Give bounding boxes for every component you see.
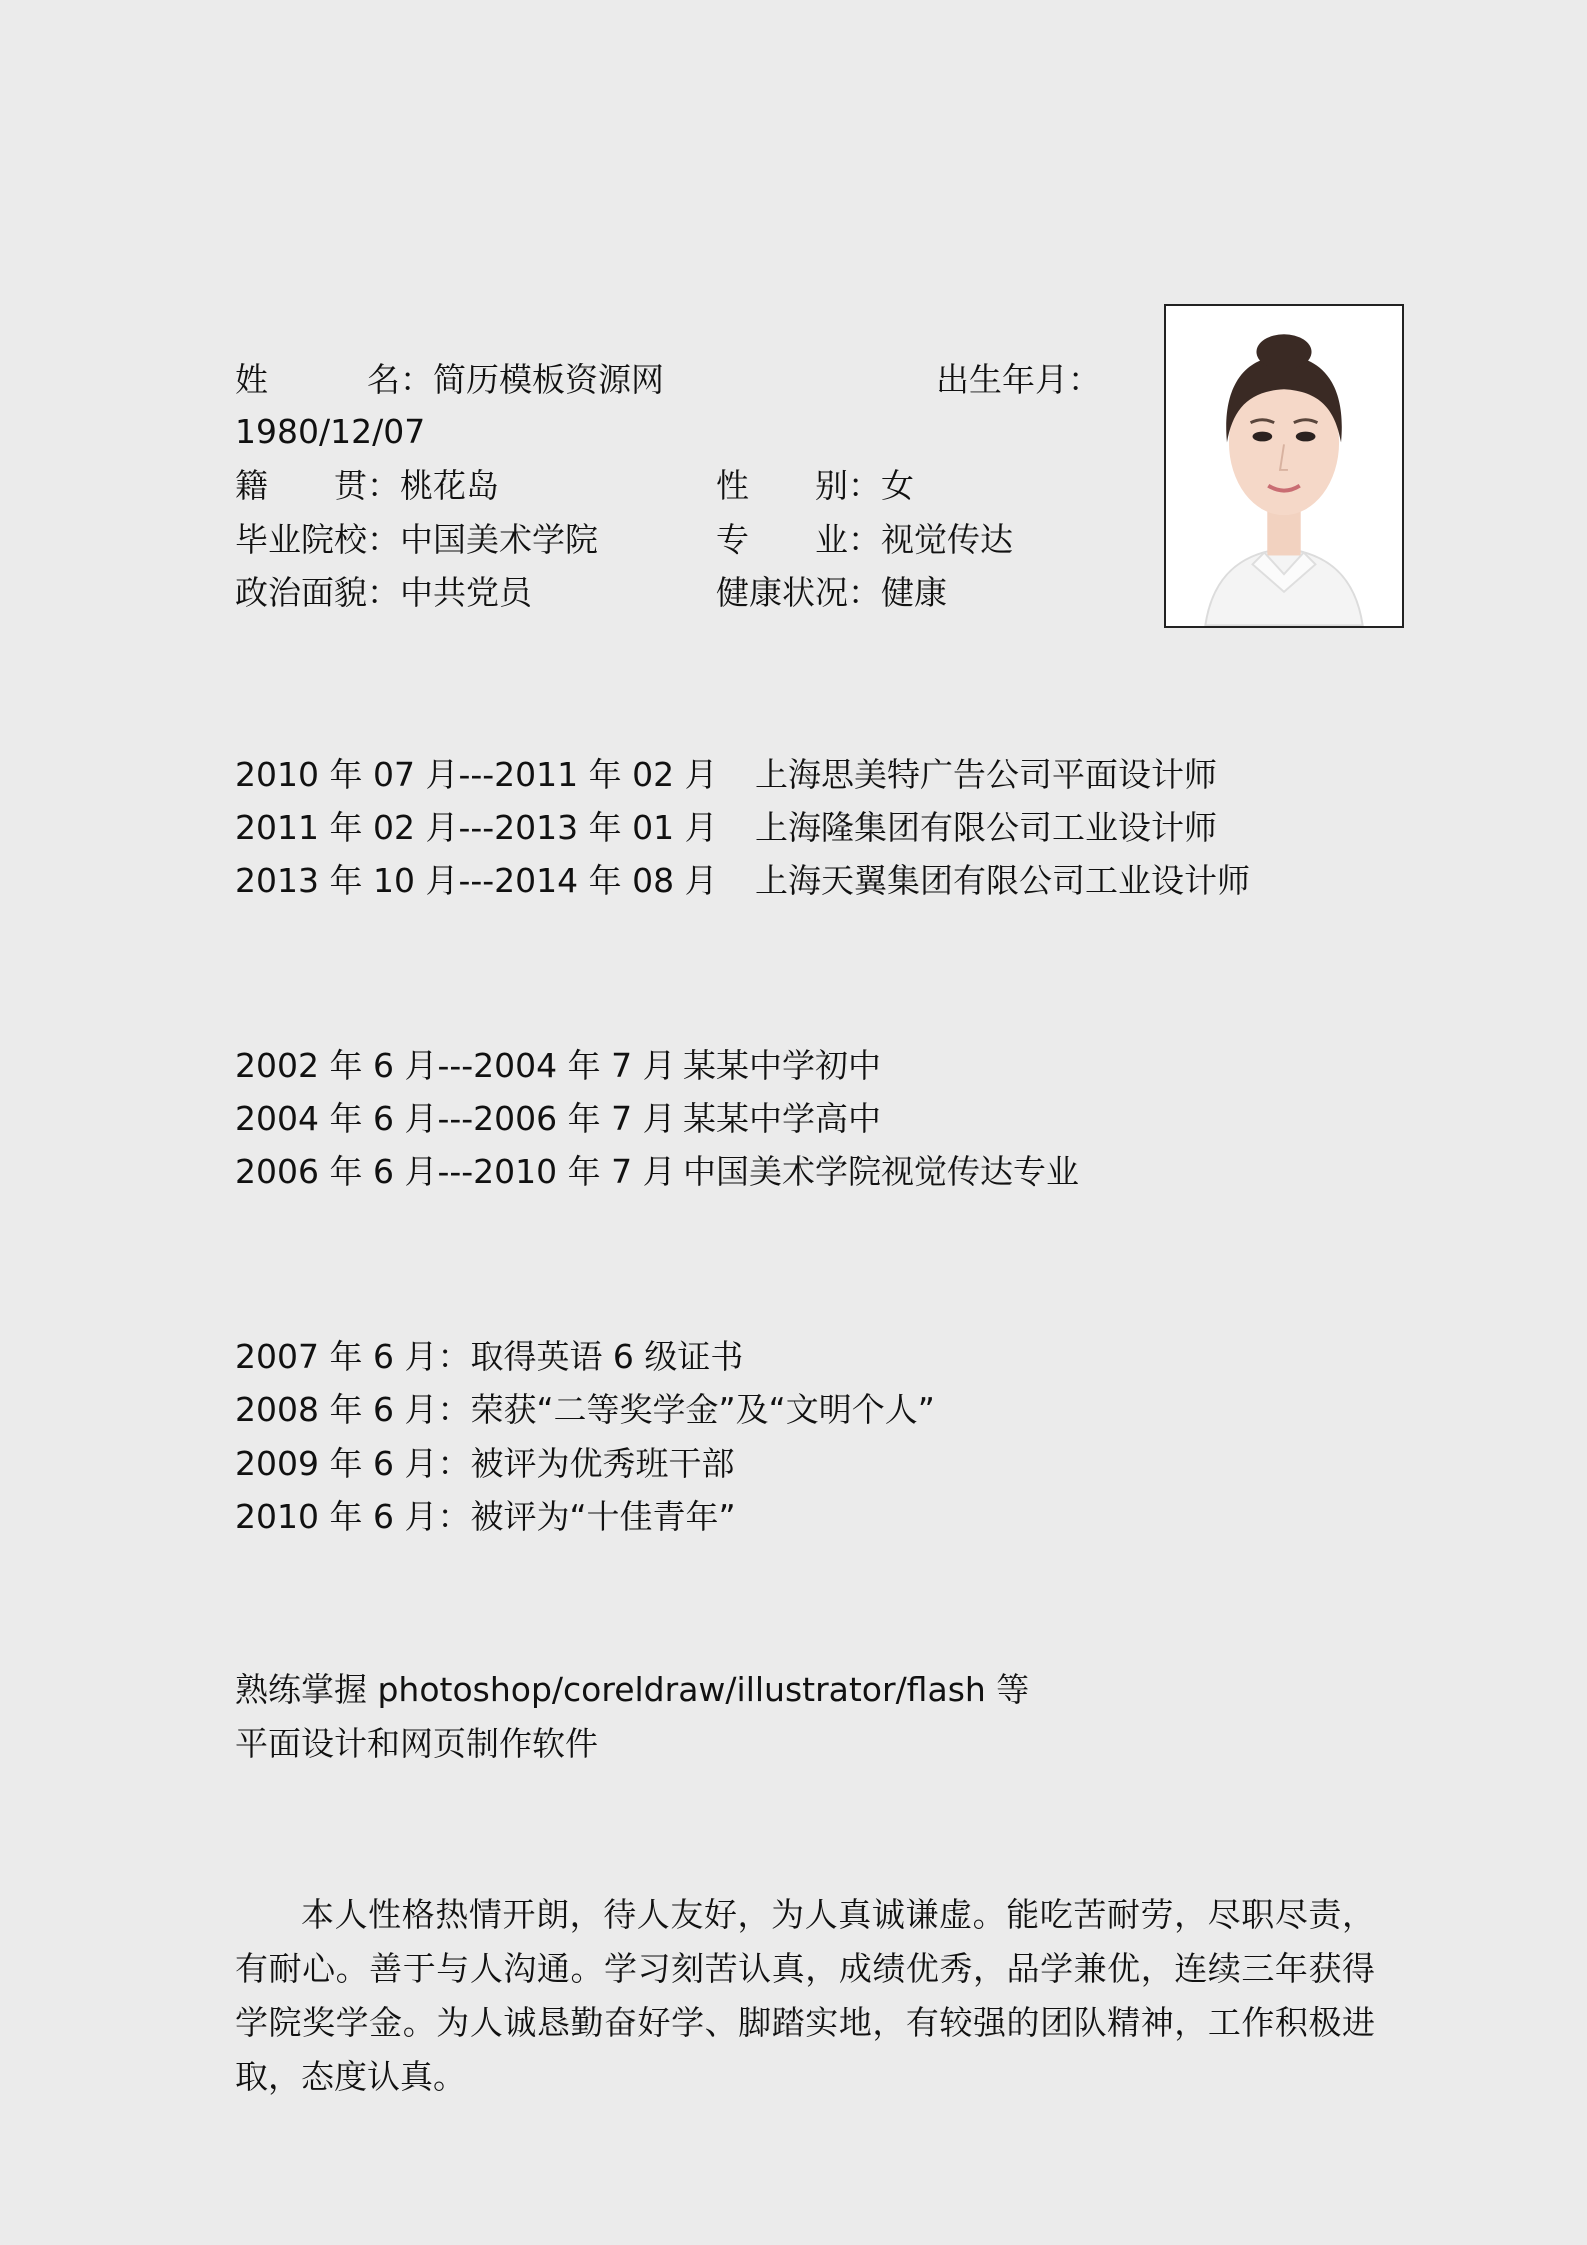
skills-line: 熟练掌握 photoshop/coreldraw/illustrator/flash 等 [235,1670,1030,1709]
work-item [235,755,718,795]
school-label: 毕业院校： [235,520,400,559]
name-value: 简历模板资源网 [433,360,664,399]
work-period: 2013 年 10 月---2014 年 08 月 [235,861,718,900]
education-period: 2002 年 6 月---2004 年 7 月 [235,1046,676,1085]
name-label: 姓 名： [235,360,433,399]
award-item: 2009 年 6 月：被评为优秀班干部 [235,1444,735,1483]
politics-value: 中共党员 [400,573,532,612]
politics-label: 政治面貌： [235,573,400,612]
education-desc: 中国美术学院视觉传达专业 [683,1152,1079,1191]
gender-label: 性 别： [716,466,881,505]
major-row [716,520,1013,560]
health-row [716,573,947,613]
origin-label: 籍 贯： [235,466,400,505]
portrait-illustration [1166,306,1402,626]
work-desc: 上海天翼集团有限公司工业设计师 [755,861,1250,900]
award-item: 2007 年 6 月：取得英语 6 级证书 [235,1337,744,1376]
birth-value: 1980/12/07 [235,412,426,451]
skills-line: 平面设计和网页制作软件 [235,1724,598,1763]
origin-value: 桃花岛 [400,466,499,505]
profile-photo [1164,304,1404,628]
school-value: 中国美术学院 [400,520,598,559]
award-item: 2008 年 6 月：荣获“二等奖学金”及“文明个人” [235,1390,935,1429]
education-period: 2006 年 6 月---2010 年 7 月 [235,1152,676,1191]
name-row [235,360,664,400]
school-row [235,520,598,560]
work-desc: 上海思美特广告公司平面设计师 [755,755,1217,794]
work-desc: 上海隆集团有限公司工业设计师 [755,808,1217,847]
award-item: 2010 年 6 月：被评为“十佳青年” [235,1497,736,1536]
birth-label: 出生年月： [936,360,1101,399]
education-period: 2004 年 6 月---2006 年 7 月 [235,1099,676,1138]
major-value: 视觉传达 [881,520,1013,559]
work-period: 2011 年 02 月---2013 年 01 月 [235,808,718,847]
gender-row [716,466,914,506]
health-value: 健康 [881,573,947,612]
health-label: 健康状况： [716,573,881,612]
self-intro-paragraph: 本人性格热情开朗，待人友好，为人真诚谦虚。能吃苦耐劳，尽职尽责，有耐心。善于与人沟通。学习刻苦认真，成绩优秀，品学兼优，连续三年获得学院奖学金。为人诚恳勤奋好学、脚踏实地，有较强的团队精神，工作积极进取，态度认真。 [235,1895,1375,2096]
major-label: 专 业： [716,520,881,559]
education-desc: 某某中学高中 [683,1099,881,1138]
origin-row [235,466,499,506]
work-item [235,861,718,901]
politics-row [235,573,532,613]
gender-value: 女 [881,466,914,505]
education-desc: 某某中学初中 [683,1046,881,1085]
work-period: 2010 年 07 月---2011 年 02 月 [235,755,718,794]
work-item [235,808,718,848]
